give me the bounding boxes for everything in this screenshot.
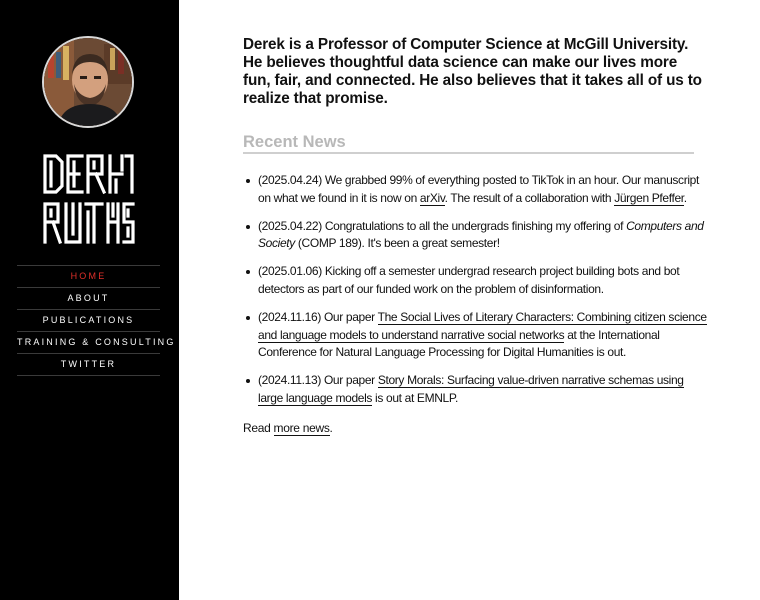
- site-logo[interactable]: [42, 152, 136, 246]
- news-item: (2025.01.06) Kicking off a semester undergrad research project building bots and bot detectors as part of our funded work on the problem of disinformation.: [243, 263, 708, 299]
- avatar: [42, 36, 134, 128]
- bio-text: Derek is a Professor of Computer Science at McGill University. He believes thoughtful data science can make our lives more fun, fair, and connected. He also believes that it takes all of us to realize that promise.: [243, 36, 702, 107]
- news-date: (2025.04.24): [258, 173, 322, 187]
- main-nav: [17, 265, 176, 376]
- more-news-link[interactable]: more news: [273, 420, 330, 435]
- news-date: (2025.04.22): [258, 218, 322, 233]
- nav-home[interactable]: HOME: [17, 266, 160, 288]
- pfeffer-link[interactable]: Jürgen Pfeffer: [614, 190, 684, 205]
- portrait-image: [44, 38, 132, 126]
- news-item: (2025.04.22) Congratulations to all the undergrads finishing my offering of Computers and Society (COMP 189). It's been a great semester!: [243, 218, 708, 254]
- news-list: [243, 172, 707, 408]
- nav-training-consulting[interactable]: TRAINING & CONSULTING: [17, 332, 160, 354]
- news-item: (2024.11.16) Our paper The Social Lives of Literary Characters: Combining citizen science and language models to understand narrative social networks at the International Conference for Natural Language Processing for Digital Humanities is out.: [243, 309, 708, 362]
- section-title: Recent News: [243, 132, 694, 154]
- news-date: (2024.11.16): [258, 309, 321, 324]
- nav-twitter[interactable]: TWITTER: [17, 354, 160, 376]
- logo-mark: [42, 152, 136, 246]
- sidebar: [0, 0, 179, 600]
- nav-publications[interactable]: PUBLICATIONS: [17, 310, 160, 332]
- paper-link-literary-characters[interactable]: The Social Lives of Literary Characters: Combining citizen science and language models to understand narrative social networks: [258, 309, 707, 342]
- news-item: (2025.04.24) We grabbed 99% of everything posted to TikTok in an hour. Our manuscript on what we found in it is now on arXiv. The result of a collaboration with Jürgen Pfeffer.: [243, 172, 708, 208]
- main-content: [243, 36, 707, 435]
- news-date: (2025.01.06): [258, 264, 322, 279]
- paper-link-story-morals[interactable]: Story Morals: Surfacing value-driven narrative schemas using large language models: [258, 373, 684, 405]
- read-more: Read more news.: [243, 420, 333, 435]
- arxiv-link[interactable]: arXiv: [419, 190, 445, 205]
- course-title: Computers and Society: [258, 218, 704, 251]
- news-date: (2024.11.13): [258, 373, 321, 388]
- nav-about[interactable]: ABOUT: [17, 288, 160, 310]
- news-item: (2024.11.13) Our paper Story Morals: Surfacing value-driven narrative schemas using large language models is out at EMNLP.: [243, 372, 708, 408]
